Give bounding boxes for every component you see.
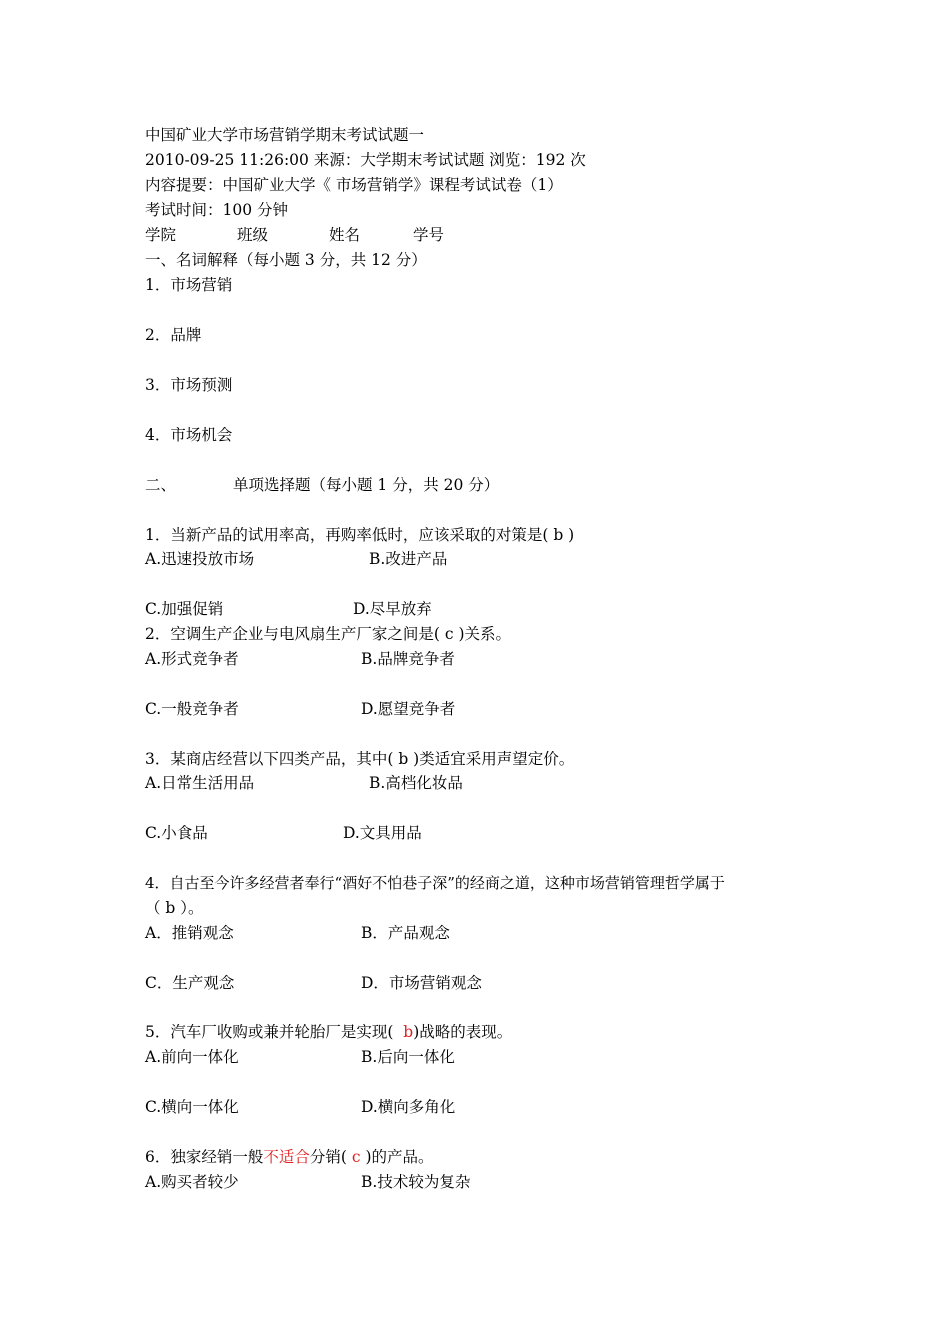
exam-time: 考试时间：100 分钟 — [145, 201, 289, 219]
option-a: A.日常生活用品 — [145, 774, 255, 792]
option-d: D.横向多角化 — [361, 1098, 456, 1116]
answer-highlight: c — [346, 1148, 366, 1166]
question-stem: 4．自古至今许多经营者奉行“酒好不怕巷子深”的经商之道，这种市场营销管理哲学属于 — [145, 874, 725, 892]
option-d: D.文具用品 — [343, 824, 422, 842]
stem-text: 6．独家经销一般 — [145, 1148, 264, 1166]
question-stem: 1．当新产品的试用率高，再购率低时，应该采取的对策是( b ) — [145, 526, 575, 544]
option-row — [145, 822, 745, 844]
option-row — [145, 972, 745, 994]
field-name: 姓名 — [329, 226, 361, 244]
field-student-id: 学号 — [413, 226, 445, 244]
doc-summary: 内容提要：中国矿业大学《 市场营销学》课程考试试卷（1） — [145, 176, 563, 194]
question-stem — [145, 1146, 434, 1168]
option-a: A.形式竞争者 — [145, 650, 239, 668]
option-row — [145, 598, 745, 620]
section2-heading — [145, 474, 645, 496]
option-b: B．产品观念 — [361, 924, 450, 942]
question-stem: 2．空调生产企业与电风扇生产厂家之间是( c )关系。 — [145, 625, 511, 643]
student-fields — [145, 224, 485, 246]
option-row — [145, 548, 745, 570]
field-college: 学院 — [145, 226, 177, 244]
option-d: D.尽早放弃 — [353, 600, 432, 618]
section2-number: 二、 — [145, 476, 177, 494]
option-a: A．推销观念 — [145, 924, 234, 942]
option-row — [145, 698, 745, 720]
term-item: 1．市场营销 — [145, 276, 233, 294]
question-stem-continued: （ b ）。 — [145, 899, 204, 917]
question-stem — [145, 1021, 512, 1043]
answer-highlight: b — [403, 1023, 414, 1041]
emphasis-highlight: 不适合 — [263, 1148, 310, 1166]
option-c: C.小食品 — [145, 824, 208, 842]
option-b: B.改进产品 — [369, 550, 448, 568]
option-c: C．生产观念 — [145, 974, 235, 992]
option-c: C.加强促销 — [145, 600, 224, 618]
option-d: D.愿望竞争者 — [361, 700, 456, 718]
question-stem: 3．某商店经营以下四类产品，其中( b )类适宜采用声望定价。 — [145, 750, 575, 768]
term-item: 3．市场预测 — [145, 376, 233, 394]
option-a: A.迅速投放市场 — [145, 550, 255, 568]
doc-meta: 2010-09-25 11:26:00 来源：大学期末考试试题 浏览：192 次 — [145, 151, 586, 169]
stem-text: 5．汽车厂收购或兼并轮胎厂是实现( — [145, 1023, 394, 1041]
option-c: C.一般竞争者 — [145, 700, 239, 718]
option-a: A.前向一体化 — [145, 1048, 239, 1066]
doc-title: 中国矿业大学市场营销学期末考试试题一 — [145, 126, 425, 144]
term-item: 4．市场机会 — [145, 426, 233, 444]
option-row — [145, 772, 745, 794]
term-item: 2．品牌 — [145, 326, 202, 344]
stem-text: )战略的表现。 — [413, 1023, 513, 1041]
option-c: C.横向一体化 — [145, 1098, 239, 1116]
option-b: B.后向一体化 — [361, 1048, 455, 1066]
stem-text: )的产品。 — [365, 1148, 434, 1166]
option-b: B.技术较为复杂 — [361, 1173, 471, 1191]
option-row — [145, 922, 745, 944]
section1-heading: 一、名词解释（每小题 3 分，共 12 分） — [145, 251, 427, 269]
field-class: 班级 — [237, 226, 269, 244]
option-b: B.高档化妆品 — [369, 774, 463, 792]
option-row — [145, 1171, 745, 1193]
option-row — [145, 1096, 745, 1118]
option-d: D．市场营销观念 — [361, 974, 482, 992]
option-a: A.购买者较少 — [145, 1173, 239, 1191]
stem-text: 分销( — [309, 1148, 347, 1166]
section2-title: 单项选择题（每小题 1 分，共 20 分） — [233, 476, 500, 494]
option-b: B.品牌竞争者 — [361, 650, 455, 668]
option-row — [145, 648, 745, 670]
option-row — [145, 1046, 745, 1068]
